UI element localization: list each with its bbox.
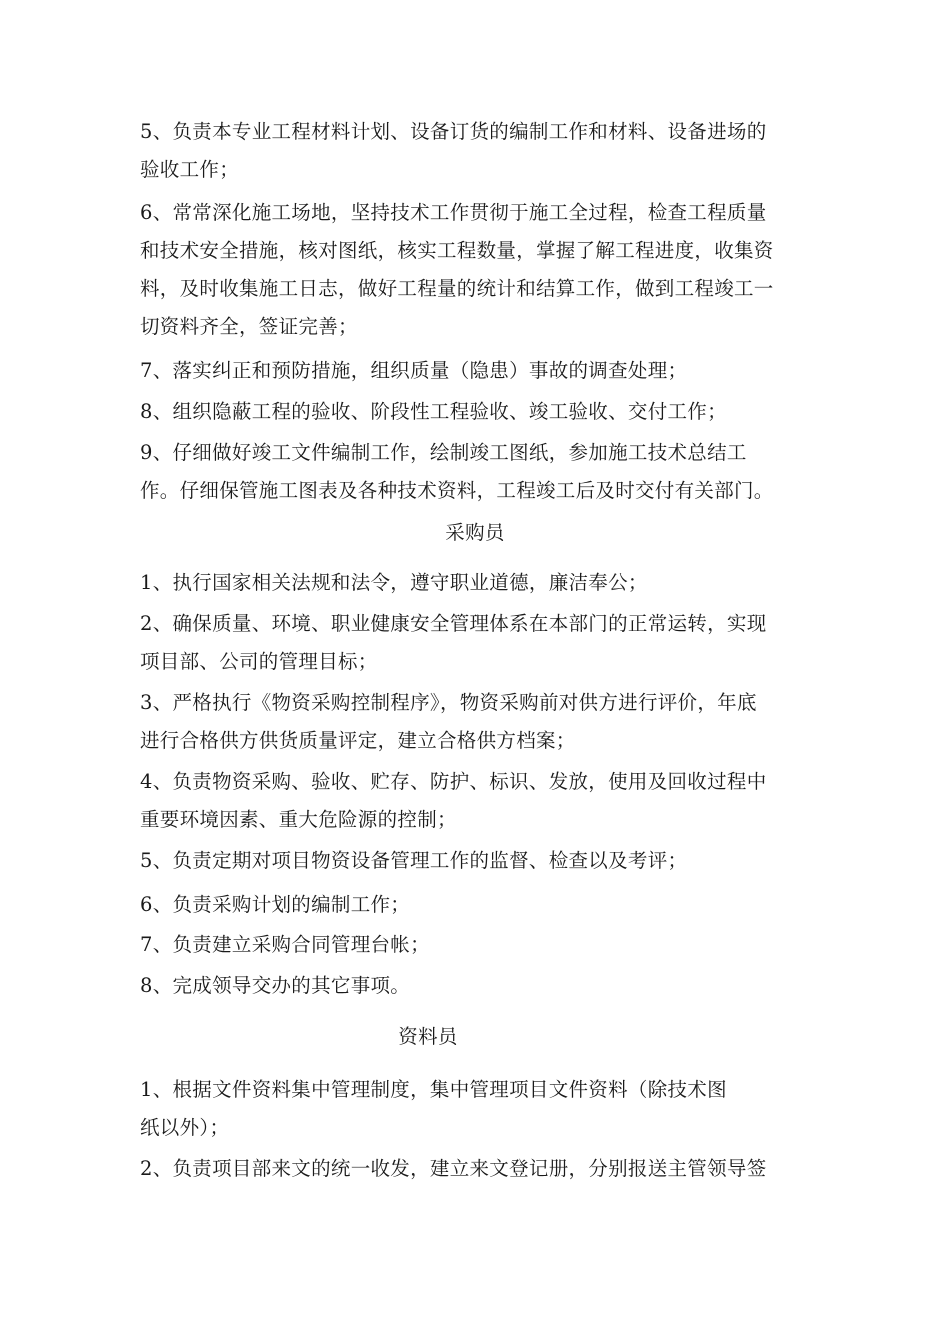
clerk-item-2: 2、负责项目部来文的统一收发，建立来文登记册，分别报送主管领导签 bbox=[140, 1157, 767, 1180]
paragraph-item-7: 7、落实纠正和预防措施，组织质量（隐患）事故的调查处理； bbox=[140, 359, 688, 382]
purchaser-item-3: 3、严格执行《物资采购控制程序》，物资采购前对供方进行评价，年底 进行合格供方供货质量评定，建立合格供方档案； bbox=[140, 691, 757, 752]
paragraph-item-6: 6、常常深化施工场地，坚持技术工作贯彻于施工全过程，检查工程质量 和技术安全措施，核对图纸，核实工程数量，掌握了解工程进度，收集资 料，及时收集施工日志，做好工程量的统计和结算工作，做到工程竣工一 切资料齐全，签证完善； bbox=[140, 201, 774, 338]
purchaser-item-1: 1、执行国家相关法规和法令，遵守职业道德，廉洁奉公； bbox=[140, 571, 648, 594]
purchaser-item-6: 6、负责采购计划的编制工作； bbox=[140, 893, 411, 916]
clerk-item-1: 1、根据文件资料集中管理制度，集中管理项目文件资料（除技术图 纸以外）； bbox=[140, 1078, 727, 1139]
paragraph-item-8: 8、组织隐蔽工程的验收、阶段性工程验收、竣工验收、交付工作； bbox=[140, 400, 727, 423]
paragraph-item-5: 5、负责本专业工程材料计划、设备订货的编制工作和材料、设备进场的 验收工作； bbox=[140, 120, 767, 181]
purchaser-item-4: 4、负责物资采购、验收、贮存、防护、标识、发放，使用及回收过程中 重要环境因素、重大危险源的控制； bbox=[140, 770, 767, 831]
section-heading-purchaser: 采购员 bbox=[445, 521, 505, 544]
purchaser-item-7: 7、负责建立采购合同管理台帐； bbox=[140, 933, 430, 956]
purchaser-item-2: 2、确保质量、环境、职业健康安全管理体系在本部门的正常运转，实现 项目部、公司的管理目标； bbox=[140, 612, 767, 673]
purchaser-item-5: 5、负责定期对项目物资设备管理工作的监督、检查以及考评； bbox=[140, 849, 688, 872]
section-heading-document-clerk: 资料员 bbox=[398, 1025, 458, 1048]
purchaser-item-8: 8、完成领导交办的其它事项。 bbox=[140, 974, 411, 997]
paragraph-item-9: 9、仔细做好竣工文件编制工作，绘制竣工图纸，参加施工技术总结工 作。仔细保管施工图表及各种技术资料，工程竣工后及时交付有关部门。 bbox=[140, 441, 774, 502]
